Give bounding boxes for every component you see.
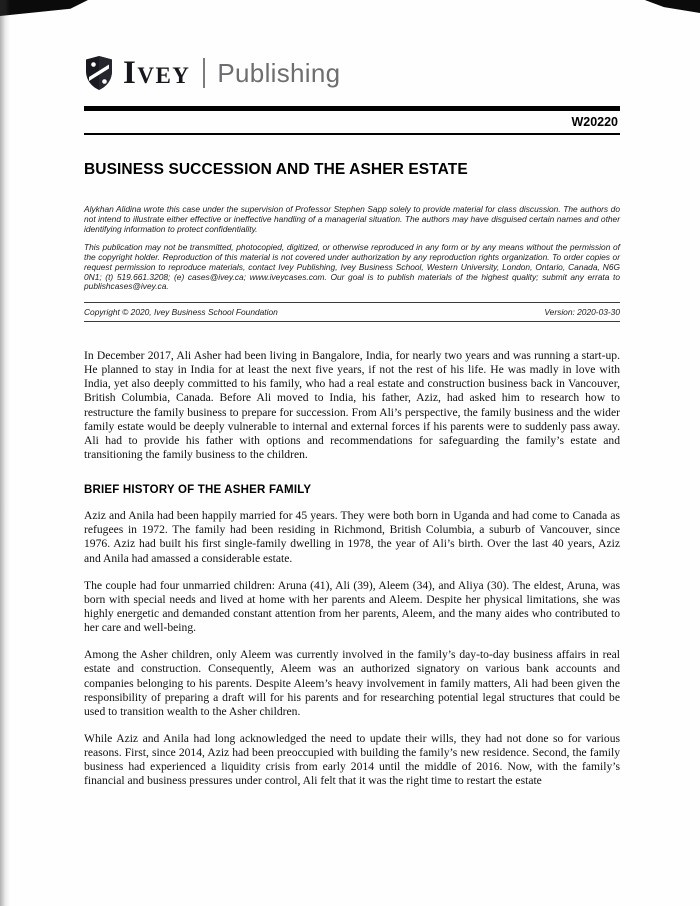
header-rule-thin — [84, 133, 620, 135]
attribution-paragraph: Alykhan Alidina wrote this case under the supervision of Professor Stephen Sapp solely to provide material for class discussion. The authors do not intend to illustrate either effective or ineffective handling of a managerial situation. The authors may have disguised certain names and other identifying information to protect confidentiality. — [84, 204, 620, 234]
scan-artifact-top-right — [640, 0, 700, 13]
case-number: W20220 — [571, 115, 618, 129]
case-title: BUSINESS SUCCESSION AND THE ASHER ESTATE — [84, 161, 468, 178]
copyright-rule-bottom — [84, 321, 620, 322]
scan-artifact-left-edge — [0, 0, 10, 906]
logo-brand-text: Ivey — [123, 54, 191, 91]
logo-divider — [203, 58, 205, 88]
version-text: Version: 2020-03-30 — [544, 307, 620, 317]
copyright-row — [84, 303, 620, 321]
body-paragraph: Aziz and Anila had been happily married for 45 years. They were both born in Uganda and had come to Canada as refugees in 1972. The family had been residing in Richmond, British Columbia, a suburb of Vancouver, since 1976. Aziz had built his first single-family dwelling in 1978, the year of Ali’s birth. Over the last 40 years, Aziz and Anila had amassed a considerable estate. — [84, 509, 620, 565]
body-paragraph: Among the Asher children, only Aleem was currently involved in the family’s day-to-day business affairs in real estate and construction. Consequently, Aleem was an authorized signatory on various bank accounts and companies belonging to his parents. Despite Aleem’s heavy involvement in family matters, Ali had been given the responsibility of preparing a draft will for his parents and for researching potential legal structures that could be used to transition wealth to the Asher children. — [84, 648, 620, 718]
scan-artifact-top-left — [0, 0, 88, 16]
section-heading-brief-history: BRIEF HISTORY OF THE ASHER FAMILY — [84, 484, 312, 497]
body-paragraph: While Aziz and Anila had long acknowledged the need to update their wills, they had not done so for various reasons. First, since 2014, Aziz had been preoccupied with building the family’s new residence. Second, the family business had experienced a liquidity crisis from early 2014 until the middle of 2016. Now, with the family’s financial and business pressures under control, Ali felt that it was the right time to restart the estate — [84, 731, 620, 788]
page-content — [84, 50, 620, 802]
logo-suffix-text: Publishing — [217, 57, 341, 88]
intro-paragraph: In December 2017, Ali Asher had been living in Bangalore, India, for nearly two years and was running a start-up. He planned to stay in India for at least the next five years, if not the rest of his life. He was madly in love with India, yet also deeply committed to his family, who had a real estate and construction business back in Vancouver, British Columbia, Canada. Before Ali moved to India, his father, Aziz, had asked him to research how to restructure the family business to prepare for succession. From Ali’s perspective, the family business and the wider family estate would be deeply vulnerable to internal and external forces if his parents were to suddenly pass away. Ali had to provide his father with options and recommendations for safeguarding the family’s estate and transitioning the family business to the children. — [84, 349, 620, 461]
ivey-shield-icon — [84, 55, 114, 91]
copyright-text: Copyright © 2020, Ivey Business School Foundation — [84, 307, 278, 317]
permissions-paragraph: This publication may not be transmitted, photocopied, digitized, or otherwise reproduced in any form or by any means without the permission of the copyright holder. Reproduction of this material is not covered under authorization by any reproduction rights organization. To order copies or request permission to reproduce materials, contact Ivey Publishing, Ivey Business School, Western University, London, Ontario, Canada, N6G 0N1; (t) 519.661.3208; (e) cases@ivey.ca; www.iveycases.com. Our goal is to publish materials of the highest quality; submit any errata to publishcases@ivey.ca. — [84, 242, 620, 292]
body-paragraph: The couple had four unmarried children: Aruna (41), Ali (39), Aleem (34), and Aliya (30). The eldest, Aruna, was born with special needs and lived at home with her parents and Aleem. Despite her physical limitations, she was highly energetic and demanded constant attention from her parents, Aleem, and the many aides who contributed to her care and well-being. — [84, 578, 620, 635]
publisher-header — [84, 50, 620, 96]
